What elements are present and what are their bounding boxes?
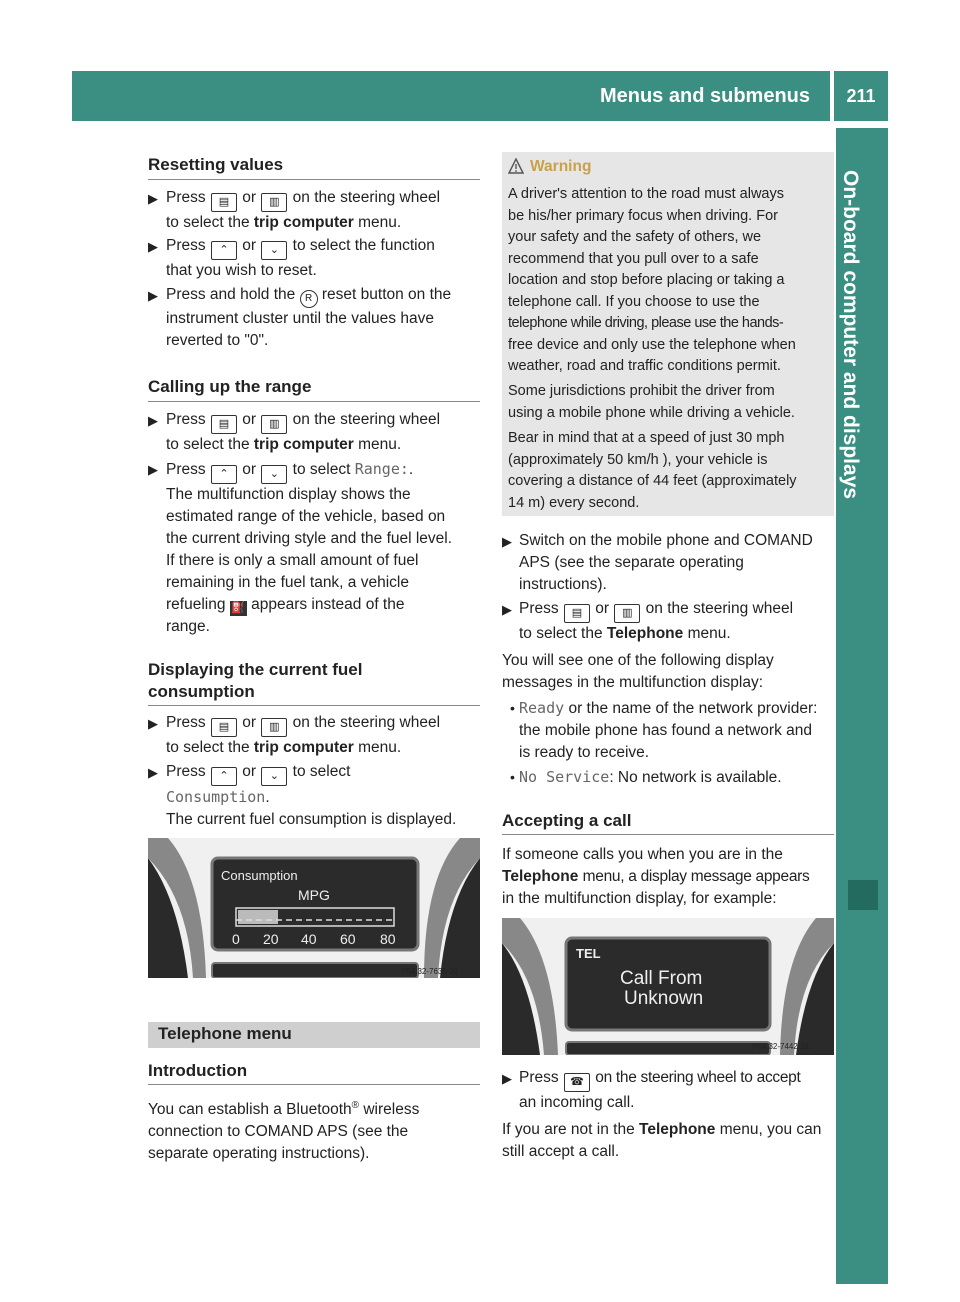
step-arrow: ▶ (502, 534, 512, 549)
accepting-text: If someone calls you when you are in the Telephone menu, a display message appears in the multifunction display, for example: (502, 846, 810, 907)
caller-name-text: Unknown (624, 988, 704, 1009)
display2-code: P54.32-7442-31 (752, 1042, 810, 1051)
menu-right-icon: ▥ (261, 193, 287, 212)
menu-left-icon: ▤ (211, 718, 237, 737)
menu-left-icon: ▤ (211, 415, 237, 434)
page-header (72, 71, 830, 121)
menu-left-icon: ▤ (564, 604, 590, 623)
step-reset-2: Press ⌃ or ⌄ to select the function that you wish to reset. (166, 237, 435, 279)
message-ready: Ready or the name of the network provider: the mobile phone has found a network and is ready to receive. (519, 699, 818, 761)
step-arrow: ▶ (148, 288, 158, 303)
tick-80: 80 (380, 931, 396, 947)
divider (502, 834, 834, 835)
step-range-2: Press ⌃ or ⌄ to select Range:. The multifunction display shows the estimated range of the vehicle, based on the current driving style and the fuel level. If there is only a small amount of fuel remaining in the fuel tank, a vehicle refueling ⛽ appears instead of the range. (166, 460, 453, 635)
warning-paragraph-1: A driver's attention to the road must always be his/her primary focus when driving. For your safety and the safety of others, we recommend that you pull over to a safe location and stop before placing or taking a telephone call. If you choose to use the telephone while driving, please use the hands- free device and only use the telephone when weather, road and traffic conditions permit. (508, 186, 796, 374)
header-title: Menus and submenus (599, 85, 810, 107)
divider (148, 1084, 480, 1085)
telephone-menu-bar (148, 1022, 480, 1048)
divider (148, 705, 480, 706)
step-consumption-2: Press ⌃ or ⌄ to select Consumption. The current fuel consumption is displayed. (166, 763, 457, 828)
consumption-display-image (148, 838, 480, 978)
step-press-telephone: Press ▤ or ▥ on the steering wheel to select the Telephone menu. (519, 600, 794, 642)
warning-icon (508, 158, 524, 174)
call-from-text: Call From (620, 968, 703, 989)
step-arrow: ▶ (148, 413, 158, 428)
intro-text: You can establish a Bluetooth® wireless connection to COMAND APS (see the separate operating instructions). (148, 1100, 420, 1163)
step-accept-call: Press ☎ on the steering wheel to accept an incoming call. (519, 1069, 801, 1111)
tel-label: TEL (576, 946, 601, 961)
side-tab-marker (848, 880, 878, 910)
arrow-up-icon: ⌃ (211, 241, 237, 260)
warning-paragraph-2: Some jurisdictions prohibit the driver from using a mobile phone while driving a vehicle. (508, 383, 795, 421)
display1-unit: MPG (298, 887, 330, 903)
lower-display (566, 1042, 770, 1055)
tick-40: 40 (301, 931, 317, 947)
step-range-1: Press ▤ or ▥ on the steering wheel to select the trip computer menu. (166, 411, 441, 453)
heading-accepting: Accepting a call (502, 811, 632, 830)
step-arrow: ▶ (502, 602, 512, 617)
display1-code: P54.32-7635-31 (401, 967, 459, 976)
step-arrow: ▶ (148, 716, 158, 731)
lower-display (212, 963, 418, 978)
side-tab-label: On-board computer and displays (839, 170, 862, 500)
bullet: • (510, 769, 515, 785)
tick-20: 20 (263, 931, 279, 947)
menu-left-icon: ▤ (211, 193, 237, 212)
divider (148, 179, 480, 180)
bullet: • (510, 700, 515, 716)
message-no-service: No Service: No network is available. (519, 768, 782, 786)
arrow-down-icon: ⌄ (261, 767, 287, 786)
arrow-up-icon: ⌃ (211, 465, 237, 484)
heading-range: Calling up the range (148, 377, 312, 396)
display1-title: Consumption (221, 868, 298, 883)
telephone-menu-title: Telephone menu (158, 1024, 292, 1043)
step-reset-3: Press and hold the R reset button on the instrument cluster until the values have reverted to "0". (166, 286, 452, 349)
step-arrow: ▶ (502, 1071, 512, 1086)
heading-resetting: Resetting values (148, 155, 284, 174)
step-arrow: ▶ (148, 191, 158, 206)
reset-button-icon: R (300, 290, 318, 308)
arrow-down-icon: ⌄ (261, 465, 287, 484)
heading-consumption: Displaying the current fuel consumption (148, 660, 363, 701)
menu-right-icon: ▥ (261, 415, 287, 434)
step-consumption-1: Press ▤ or ▥ on the steering wheel to select the trip computer menu. (166, 714, 441, 756)
phone-accept-icon: ☎ (564, 1073, 590, 1092)
divider (148, 401, 480, 402)
step-reset-1: Press ▤ or ▥ on the steering wheel to select the trip computer menu. (166, 189, 441, 231)
heading-introduction: Introduction (148, 1061, 248, 1080)
warning-paragraph-3: Bear in mind that at a speed of just 30 mph (approximately 50 km/h ), your vehicle is covering a distance of 44 feet (approximately 14 m) every second. (508, 430, 797, 511)
display-messages-intro: You will see one of the following display messages in the multifunction display: (502, 652, 774, 691)
menu-right-icon: ▥ (614, 604, 640, 623)
call-display-image (502, 918, 834, 1055)
arrow-up-icon: ⌃ (211, 767, 237, 786)
step-arrow: ▶ (148, 765, 158, 780)
step-arrow: ▶ (148, 239, 158, 254)
tick-60: 60 (340, 931, 356, 947)
menu-right-icon: ▥ (261, 718, 287, 737)
fuel-pump-icon: ⛽ (231, 602, 246, 614)
tick-0: 0 (232, 931, 240, 947)
arrow-down-icon: ⌄ (261, 241, 287, 260)
page-number: 211 (834, 71, 888, 121)
not-in-telephone-text: If you are not in the Telephone menu, you can still accept a call. (502, 1121, 822, 1160)
bar-fill (238, 910, 278, 924)
warning-title: Warning (530, 158, 592, 175)
step-arrow: ▶ (148, 462, 158, 477)
step-switch-on: Switch on the mobile phone and COMAND APS (see the separate operating instructions). (519, 532, 813, 593)
